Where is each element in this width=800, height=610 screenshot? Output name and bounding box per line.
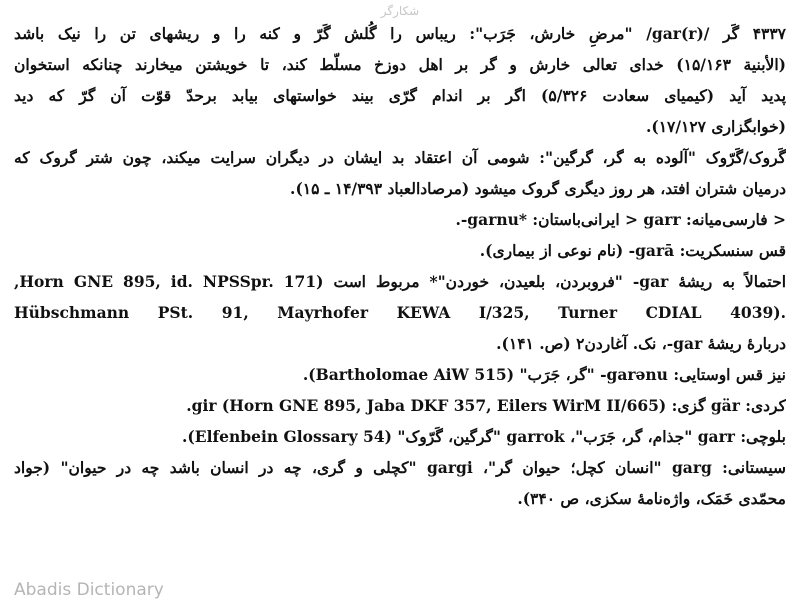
etymology-line-10: محمّدی خَمَک، واژه‌نامهٔ سکزی، ص ۳۴۰). <box>517 489 786 508</box>
footer-watermark: Abadis Dictionary <box>14 580 164 600</box>
etymology-line-9: سیستانی: ‎garg‎ "انسان کچل؛ حیوان گر"، ‎gargi‎ "کچلی و گری، چه در انسان باشد چه در حیوان" (جواد <box>14 458 786 477</box>
etymology-line-2: قس سنسکریت: ‎-garā‎ (نام نوعی از بیماری). <box>479 241 786 260</box>
entry-line-2: (الأبنیة ۱۵/۱۶۳) خدای تعالی خارش و گر بر اهل دوزخ مسلّط کند، تا خویشتن میخارند چنانکه استخوان <box>14 55 786 74</box>
sub-entry-line-2: درمیان شتران افتد، هر روز دیگری گروک میشود (مرصادالعباد ۱۴/۳۹۳ ـ ۱۵). <box>290 179 786 198</box>
entry-line-3: پدید آید (کیمیای سعادت ۵/۳۲۶) اگر بر اندام گرّی بیند خواستهای بیابد برحدّ قوّت آن گرّ که دید <box>14 86 786 105</box>
entry-line-4: (خوابگزاری ۱۷/۱۲۷). <box>645 117 786 136</box>
sub-entry-line-1: گَروک/گَرّوک "آلوده به گر، گرگین": شومی آن اعتقاد بد ایشان در دیگران سرایت میکند، چون شتر گروک که <box>14 148 786 167</box>
entry-line-1: ۴۳۳۷ گَر /gar(r)/ "مرضِ خارش، جَرَب": ریباس را گُلش گَرّ و کنه را و ریشهای تن را نیک باشد <box>14 24 786 43</box>
etymology-line-5: دربارهٔ ریشهٔ ‎-gar‎، نک. آغاردن۲ (ص. ۱۴۱). <box>496 334 786 353</box>
etymology-line-3: احتمالاً به ریشهٔ ‎-gar‎ "فروبردن، بلعیدن، خوردن"* مربوط است (‎Horn GNE 895, id. NPSSpr. 171, <box>14 272 786 291</box>
etymology-line-8: بلوچی: ‎garr‎ "جذام، گر، جَرَب"، ‎garrok‎ "گرگین، گَرّوک" (‎Elfenbein Glossary 54‎). <box>182 427 786 446</box>
etymology-line-4: ‎Hübschmann PSt. 91, Mayrhofer KEWA I/325, Turner CDIAL 4039‎). <box>14 303 786 322</box>
dictionary-entry-page <box>14 18 786 514</box>
etymology-line-7: کردی: ‎gär‎ گزی: ‎gir‎ (‎Horn GNE 895, Jaba DKF 357, Eilers WirM II/665‎). <box>186 396 786 415</box>
etymology-line-6: نیز قس اوستایی: ‎-garənu‎ "گر، جَرَب" (‎Bartholomae AiW 515‎). <box>302 365 786 384</box>
etymology-line-1: < فارسی‌میانه: garr < ایرانی‌باستان: ‎-garnu*‎. <box>455 210 786 229</box>
watermark-top: شکارگر <box>380 4 420 18</box>
